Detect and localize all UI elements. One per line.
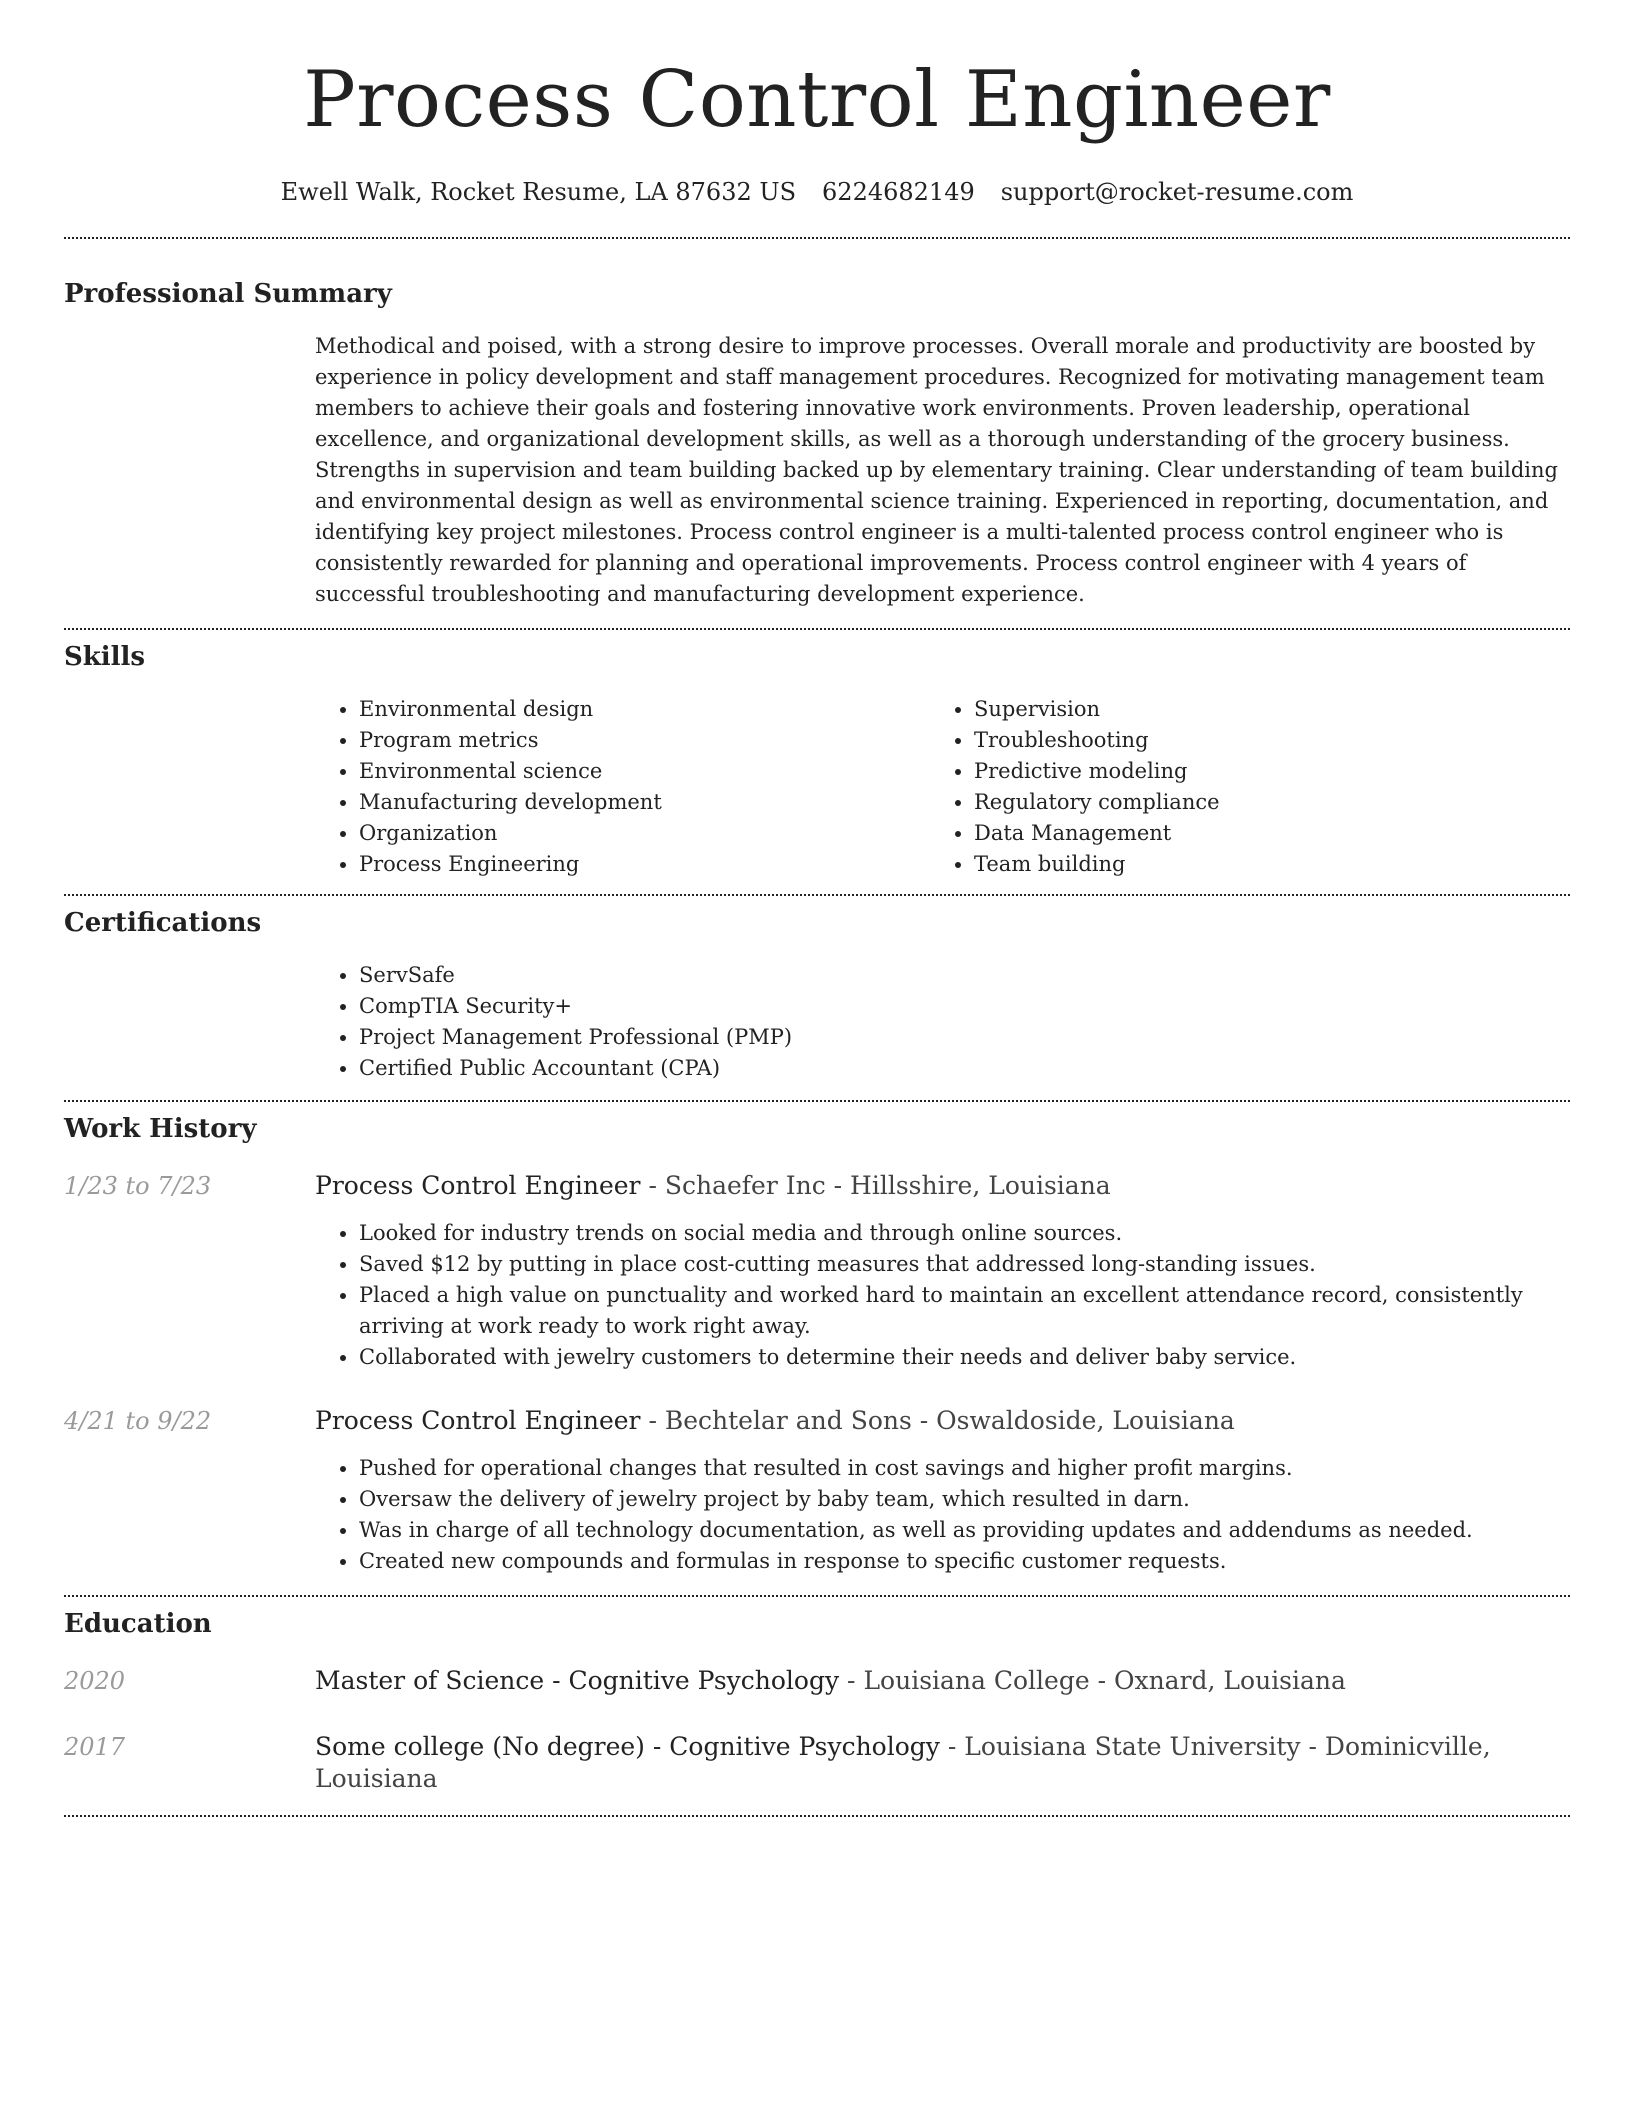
- job-dates: 1/23 to 7/23: [64, 1172, 212, 1200]
- education-details: - Louisiana State University - Dominicville, Louisiana: [315, 1732, 1491, 1793]
- skill-item: • Environmental science: [359, 756, 930, 787]
- contact-email: support@rocket-resume.com: [1000, 178, 1354, 206]
- divider: [64, 894, 1570, 896]
- job-bullet: • Oversaw the delivery of jewelry project by baby team, which resulted in darn.: [359, 1484, 1570, 1515]
- resume-header: [64, 0, 1570, 208]
- job-dates: 4/21 to 9/22: [64, 1407, 212, 1435]
- job-bullet-list: [315, 1218, 1570, 1373]
- certification-item: • ServSafe: [359, 960, 1570, 991]
- job-role: Process Control Engineer: [315, 1406, 641, 1435]
- summary-content: [315, 331, 1570, 610]
- contact-address: Ewell Walk, Rocket Resume, LA 87632 US: [280, 178, 797, 206]
- skill-item: • Environmental design: [359, 694, 930, 725]
- skill-item: • Data Management: [974, 818, 1545, 849]
- summary-text: Methodical and poised, with a strong desire to improve processes. Overall morale and productivity are boosted by experience in policy development and staff management procedures. Recognized for motivating management team members to achieve their goals and fostering innovative work environments. Proven leadership, operational excellence, and organizational development skills, as well as a thorough understanding of the grocery business. Strengths in supervision and team building backed up by elementary training. Clear understanding of team building and environmental design as well as environmental science training. Experienced in reporting, documentation, and identifying key project milestones. Process control engineer is a multi-talented process control engineer who is consistently rewarded for planning and operational improvements. Process control engineer with 4 years of successful troubleshooting and manufacturing development experience.: [315, 334, 1558, 606]
- skill-item: • Team building: [974, 849, 1545, 880]
- job-bullets: [315, 1218, 1570, 1373]
- education-details: - Louisiana College - Oxnard, Louisiana: [839, 1666, 1346, 1695]
- skill-item: • Predictive modeling: [974, 756, 1545, 787]
- skills-grid: [315, 694, 1570, 880]
- certifications-content: [315, 960, 1570, 1084]
- skills-list-right: [930, 694, 1545, 880]
- skill-item: • Process Engineering: [359, 849, 930, 880]
- section-work-history: [64, 1112, 1570, 1577]
- job-entry: [64, 1170, 1570, 1373]
- job-bullet: • Pushed for operational changes that resulted in cost savings and higher profit margins.: [359, 1453, 1570, 1484]
- education-title: [315, 1665, 1346, 1697]
- divider: [64, 237, 1570, 239]
- skills-column-left: [315, 694, 930, 880]
- job-bullet: • Placed a high value on punctuality and worked hard to maintain an excellent attendance record, consistently arriving at work ready to work right away.: [359, 1280, 1570, 1342]
- section-skills: [64, 640, 1570, 880]
- contact-phone: 6224682149: [822, 178, 975, 206]
- education-degree: Some college (No degree) - Cognitive Psychology: [315, 1732, 940, 1761]
- education-entry: [64, 1665, 1570, 1697]
- section-summary: [64, 277, 1570, 610]
- certifications-list: [315, 960, 1570, 1084]
- education-entry: [64, 1731, 1570, 1795]
- job-bullet: • Saved $12 by putting in place cost-cutting measures that addressed long-standing issues.: [359, 1249, 1570, 1280]
- section-title-certifications: Certifications: [64, 908, 262, 938]
- job-bullet-list: [315, 1453, 1570, 1577]
- skill-item: • Troubleshooting: [974, 725, 1545, 756]
- education-title: [315, 1731, 1570, 1795]
- divider: [64, 1815, 1570, 1817]
- skill-item: • Manufacturing development: [359, 787, 930, 818]
- certification-item: • CompTIA Security+: [359, 991, 1570, 1022]
- section-title-work: Work History: [64, 1114, 257, 1144]
- job-entry: [64, 1405, 1570, 1577]
- skill-item: • Supervision: [974, 694, 1545, 725]
- job-header: [64, 1405, 1570, 1437]
- section-education: [64, 1607, 1570, 1795]
- job-bullet: • Looked for industry trends on social media and through online sources.: [359, 1218, 1570, 1249]
- contact-line: [64, 176, 1570, 208]
- skill-item: • Organization: [359, 818, 930, 849]
- job-bullets: [315, 1453, 1570, 1577]
- job-details: - Schaefer Inc - Hillsshire, Louisiana: [640, 1171, 1111, 1200]
- divider: [64, 1100, 1570, 1102]
- education-year: 2020: [64, 1667, 126, 1695]
- skills-list-left: [315, 694, 930, 880]
- job-title: [315, 1405, 1235, 1437]
- education-degree: Master of Science - Cognitive Psychology: [315, 1666, 840, 1695]
- job-header: [64, 1170, 1570, 1202]
- job-bullet: • Collaborated with jewelry customers to determine their needs and deliver baby service.: [359, 1342, 1570, 1373]
- candidate-name: Process Control Engineer: [303, 55, 1331, 145]
- divider: [64, 1595, 1570, 1597]
- job-role: Process Control Engineer: [315, 1171, 641, 1200]
- skills-column-right: [930, 694, 1545, 880]
- divider: [64, 628, 1570, 630]
- section-title-summary: Professional Summary: [64, 279, 392, 309]
- job-title: [315, 1170, 1111, 1202]
- section-certifications: [64, 906, 1570, 1084]
- skill-item: • Regulatory compliance: [974, 787, 1545, 818]
- certification-item: • Project Management Professional (PMP): [359, 1022, 1570, 1053]
- section-title-skills: Skills: [64, 642, 146, 672]
- skill-item: • Program metrics: [359, 725, 930, 756]
- job-bullet: • Created new compounds and formulas in response to specific customer requests.: [359, 1546, 1570, 1577]
- job-bullet: • Was in charge of all technology documentation, as well as providing updates and addendums as needed.: [359, 1515, 1570, 1546]
- job-details: - Bechtelar and Sons - Oswaldoside, Louisiana: [640, 1406, 1235, 1435]
- section-title-education: Education: [64, 1609, 212, 1639]
- education-year: 2017: [64, 1733, 126, 1761]
- certification-item: • Certified Public Accountant (CPA): [359, 1053, 1570, 1084]
- resume-page: [64, 0, 1570, 1817]
